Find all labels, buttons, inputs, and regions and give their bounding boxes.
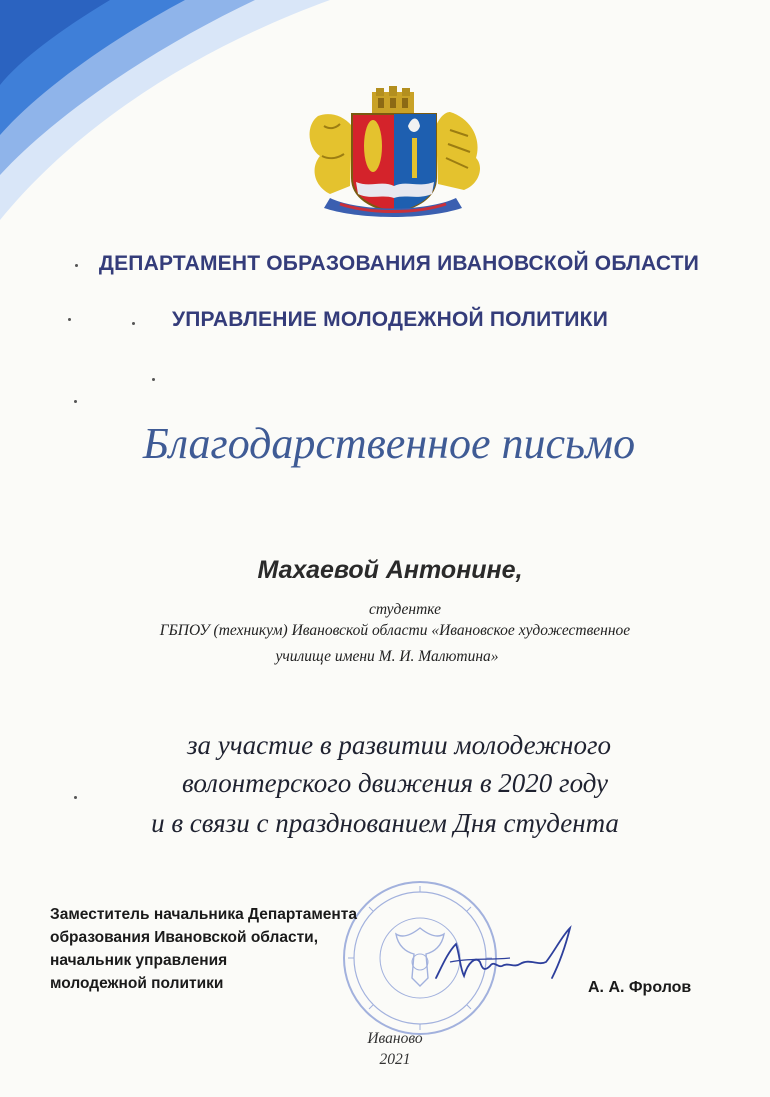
department-name: ДЕПАРТАМЕНТ ОБРАЗОВАНИЯ ИВАНОВСКОЙ ОБЛАСТИ [98, 252, 700, 275]
reason-line-1: за участие в развитии молодежного [187, 730, 611, 760]
scan-speck [152, 378, 155, 381]
institution-line-2: училище имени М. И. Малютина» [275, 648, 499, 665]
letter-title: Благодарственное письмо [142, 419, 636, 468]
reason-line-2: волонтерского движения в 2020 году [181, 768, 609, 798]
division-name: УПРАВЛЕНИЕ МОЛОДЕЖНОЙ ПОЛИТИКИ [171, 308, 608, 331]
crown-icon [372, 86, 414, 114]
shield-icon [352, 114, 436, 212]
recipient-role: студентке [368, 601, 442, 618]
reason-line-3: и в связи с празднованием Дня студента [151, 808, 619, 838]
institution-line-1: ГБПОУ (техникум) Ивановской области «Ивановское художественное [159, 622, 631, 639]
signatory-title-line-4: молодежной политики [50, 975, 224, 992]
lion-supporter-icon [310, 114, 352, 194]
scan-speck [75, 264, 78, 267]
year: 2021 [379, 1051, 411, 1068]
signature-icon [430, 922, 580, 992]
signatory-name: А. А. Фролов [588, 979, 692, 996]
city: Иваново [367, 1030, 423, 1047]
scan-speck [132, 322, 135, 325]
scan-speck [74, 796, 77, 799]
signatory-title-line-1: Заместитель начальника Департамента [50, 906, 357, 923]
signatory-title-line-3: начальник управления [50, 952, 228, 969]
signatory-title-line-2: образования Ивановской области, [50, 929, 318, 946]
recipient-name: Махаевой Антонине, [257, 556, 523, 584]
scan-speck [68, 318, 71, 321]
eagle-supporter-icon [436, 112, 480, 190]
scan-speck [74, 400, 77, 403]
ivanovo-coat-of-arms-icon [300, 86, 485, 221]
